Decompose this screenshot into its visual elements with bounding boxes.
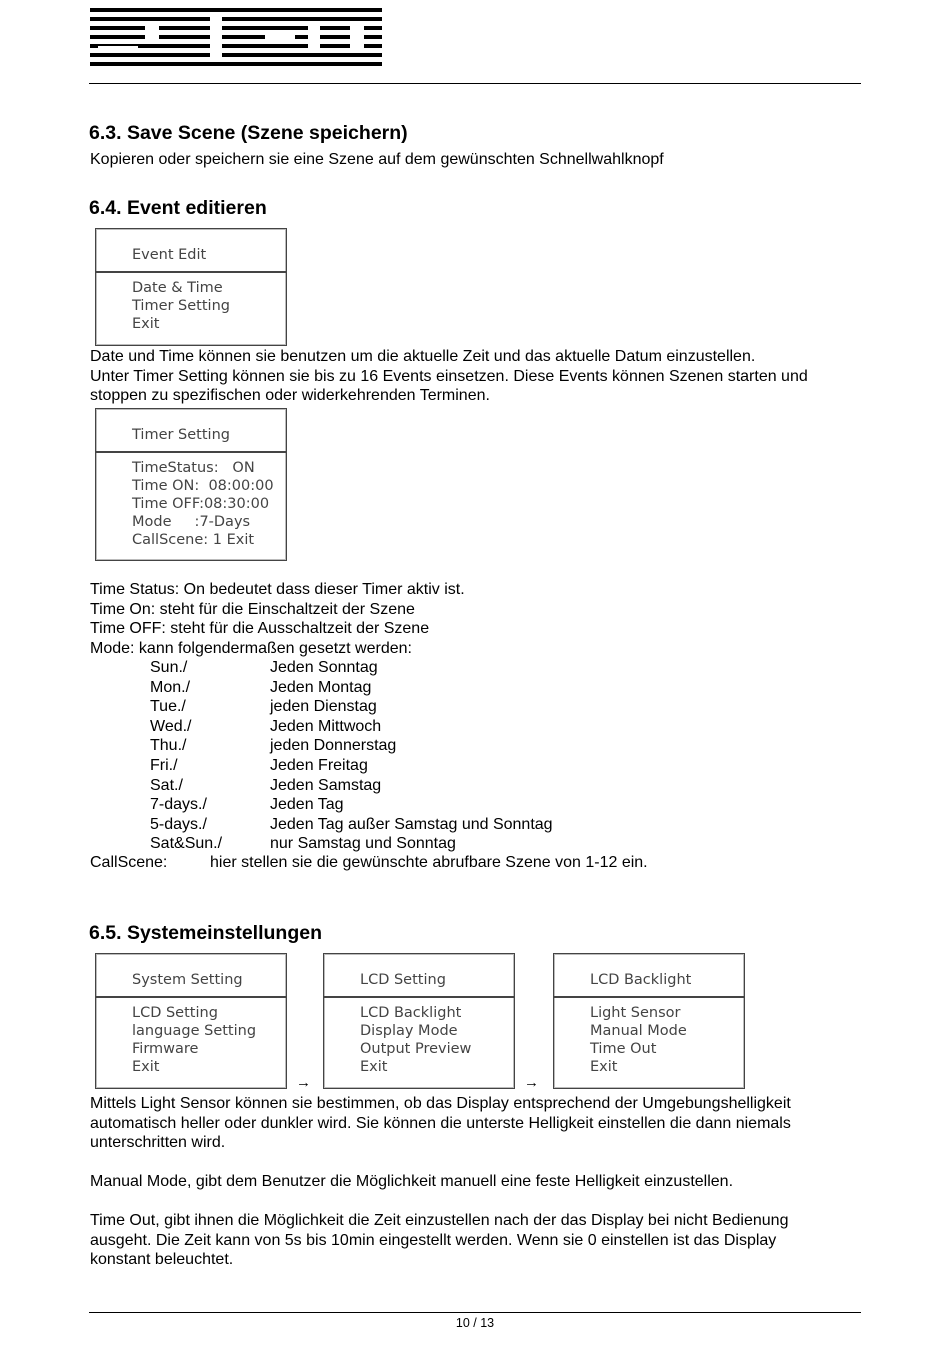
lcd-lcd-backlight (553, 953, 745, 1089)
lcd-item: LCD Setting (132, 1005, 218, 1021)
mode-row (150, 658, 553, 678)
mode-value: Jeden Samstag (270, 776, 382, 794)
lcd-item: Date & Time (132, 280, 223, 296)
mode-key: 5-days./ (150, 815, 207, 833)
lcd-event-edit (95, 228, 287, 346)
mode-key: Tue./ (150, 698, 186, 716)
lcd-item: Firmware (132, 1041, 199, 1057)
mode-row (150, 717, 553, 737)
lcd-item: Timer Setting (132, 298, 230, 314)
lcd-system-setting (95, 953, 287, 1089)
mode-key: Mon./ (150, 678, 191, 696)
mode-row (150, 697, 553, 717)
lcd-item: Exit (590, 1059, 618, 1075)
lcd-lcd-setting (323, 953, 515, 1089)
lcd-item: Exit (360, 1059, 388, 1075)
section-6-5-p3: Time Out, gibt ihnen die Möglichkeit die Zeit einzustellen nach der das Display bei nicht Bedienung (90, 1212, 789, 1229)
lcd-title: Timer Setting (96, 409, 286, 453)
mode-row (150, 756, 553, 776)
section-6-5-p3: ausgeht. Die Zeit kann von 5s bis 10min eingestellt werden. Wenn sie 0 einstellen ist das Display (90, 1232, 777, 1249)
desc-line: Time OFF: steht für die Ausschaltzeit der Szene (90, 620, 430, 637)
mode-key: Sat./ (150, 776, 183, 794)
section-6-4-para3: stoppen zu spezifischen oder widerkehrenden Terminen. (90, 387, 490, 404)
mode-value: Jeden Tag (270, 796, 344, 814)
section-6-5-p1: Mittels Light Sensor können sie bestimmen, ob das Display entsprechend der Umgebungshelligkeit (90, 1095, 791, 1112)
mode-row (150, 678, 553, 698)
lcd-item: language Setting (132, 1023, 257, 1039)
section-6-5-p1: automatisch heller oder dunkler wird. Sie können die unterste Helligkeit einstellen die dann niemals (90, 1115, 791, 1132)
mode-value: Jeden Montag (270, 678, 372, 696)
footer-rule (89, 1312, 861, 1313)
lcd-title: Event Edit (96, 229, 286, 273)
section-6-3-text: Kopieren oder speichern sie eine Szene auf dem gewünschten Schnellwahlknopf (90, 151, 664, 168)
lcd-item: CallScene: 1 Exit (132, 532, 255, 548)
lcd-item: Mode :7-Days (132, 514, 251, 530)
mode-key: Sat&Sun./ (150, 835, 223, 853)
desc-line: Time On: steht für die Einschaltzeit der Szene (90, 601, 415, 618)
header-rule (89, 83, 861, 84)
arrow-right-icon: → (524, 1074, 539, 1091)
mode-row (150, 776, 553, 796)
mode-key: 7-days./ (150, 796, 207, 814)
brand-logo (90, 8, 382, 66)
mode-value: Jeden Sonntag (270, 659, 378, 676)
section-6-4-para1: Date und Time können sie benutzen um die aktuelle Zeit und das aktuelle Datum einzustellen. (90, 348, 756, 365)
lcd-item: Exit (132, 316, 160, 332)
mode-list (150, 658, 553, 854)
mode-value: nur Samstag und Sonntag (270, 835, 456, 853)
lcd-timer-setting (95, 408, 287, 561)
lcd-item: Time Out (590, 1041, 657, 1057)
mode-key: Thu./ (150, 737, 187, 755)
arrow-right-icon: → (296, 1074, 311, 1091)
mode-value: Jeden Freitag (270, 756, 368, 774)
mode-value: jeden Dienstag (270, 698, 377, 716)
lcd-item: LCD Backlight (360, 1005, 462, 1021)
mode-row (150, 795, 553, 815)
lcd-item: TimeStatus: ON (132, 460, 255, 476)
mode-row (150, 736, 553, 756)
page-number: 10 / 13 (455, 1316, 495, 1330)
mode-row (150, 834, 553, 854)
mode-row (150, 815, 553, 835)
section-heading-6-3: 6.3. Save Scene (Szene speichern) (89, 122, 408, 144)
desc-line: Time Status: On bedeutet dass dieser Timer aktiv ist. (90, 581, 465, 598)
lcd-item: Time OFF:08:30:00 (132, 496, 270, 512)
mode-key: Sun./ (150, 659, 188, 676)
lcd-item: Time ON: 08:00:00 (132, 478, 274, 494)
lcd-item: Display Mode (360, 1023, 458, 1039)
section-6-5-p3: konstant beleuchtet. (90, 1251, 234, 1268)
section-heading-6-5: 6.5. Systemeinstellungen (89, 922, 323, 944)
mode-value: Jeden Tag außer Samstag und Sonntag (270, 815, 553, 833)
mode-key: Fri./ (150, 756, 178, 774)
mode-value: jeden Donnerstag (270, 737, 397, 755)
section-6-4-para2: Unter Timer Setting können sie bis zu 16 Events einsetzen. Diese Events können Szenen starten und (90, 368, 808, 385)
lcd-item: Output Preview (360, 1041, 472, 1057)
lcd-item: Light Sensor (590, 1005, 681, 1021)
lcd-item: Exit (132, 1059, 160, 1075)
callscene-text: hier stellen sie die gewünschte abrufbare Szene von 1-12 ein. (210, 854, 648, 871)
lcd-title: LCD Setting (324, 954, 514, 998)
section-heading-6-4: 6.4. Event editieren (89, 197, 267, 219)
lcd-title: LCD Backlight (554, 954, 744, 998)
lcd-title: System Setting (96, 954, 286, 998)
section-6-5-p2: Manual Mode, gibt dem Benutzer die Möglichkeit manuell eine feste Helligkeit einzustellen. (90, 1173, 734, 1190)
callscene-label: CallScene: (90, 854, 168, 871)
desc-line: Mode: kann folgendermaßen gesetzt werden: (90, 640, 412, 657)
callscene-line (90, 854, 648, 872)
mode-key: Wed./ (150, 717, 192, 735)
lcd-item: Manual Mode (590, 1023, 687, 1039)
mode-value: Jeden Mittwoch (270, 717, 382, 735)
section-6-5-p1: unterschritten wird. (90, 1134, 226, 1151)
